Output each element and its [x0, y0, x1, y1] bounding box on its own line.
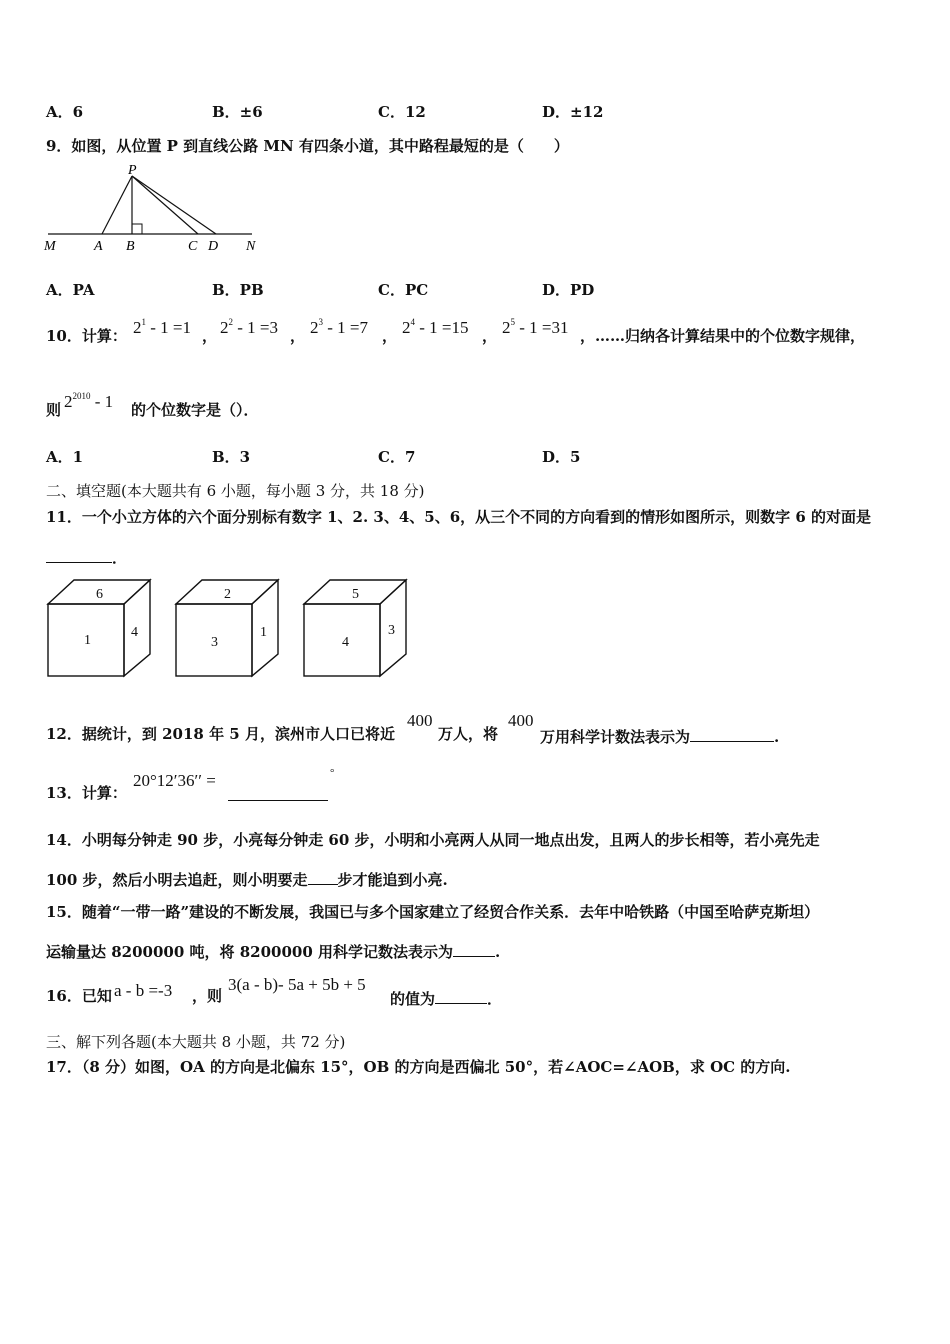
cube-1-top-label: 6 [96, 587, 103, 602]
q10-sep-4: ， [482, 327, 498, 345]
right-angle-mark [132, 224, 142, 234]
q10-sep-3: ， [382, 327, 398, 345]
path-pd [132, 176, 216, 234]
q10-expr-1: $2^1 - 1 =1$ [133, 317, 191, 337]
cube-2-side-label: 1 [260, 625, 267, 640]
q12-part1: 12．据统计，到 2018 年 5 月，滨州市人口已将近 [46, 725, 395, 743]
q16-prefix: 16．已知 [46, 987, 112, 1005]
cube-2-front-label: 3 [211, 635, 218, 650]
q10-expr-5: $2^5 - 1 =31$ [502, 317, 569, 337]
cube-1-side-label: 4 [131, 625, 138, 640]
section2-heading: 二、填空题(本大题共有 6 小题，每小题 3 分，共 18 分) [46, 482, 425, 500]
q12-number-2: 400 [508, 711, 534, 730]
q10-option-c: C．7 [378, 448, 416, 466]
q12-number-1: 400 [407, 711, 433, 730]
q10-expr-2: $2^2 - 1 =3$ [220, 317, 278, 337]
q10-expr-3: $2^3 - 1 =7$ [310, 317, 368, 337]
q9-option-b: B．PB [212, 281, 264, 299]
q13-expression: 20°12′36′′ = [133, 771, 216, 790]
q11-blank-line: ． [46, 548, 127, 566]
q15-line2: 运输量达 8200000 吨，将 8200000 用科学记数法表示为 . [46, 943, 501, 961]
q9-stem: 9．如图，从位置 P 到直线公路 MN 有四条小道，其中路程最短的是（ ） [46, 137, 569, 155]
q17-stem: 17．（8 分）如图，OA 的方向是北偏东 15°，OB 的方向是西偏北 50°，若∠AOC=∠AOB，求 OC 的方向. [46, 1058, 791, 1076]
q10-line2-prefix: 则 [46, 401, 62, 419]
path-pa [102, 176, 132, 234]
label-m: M [44, 239, 56, 254]
q8-option-c: C．12 [378, 103, 426, 121]
q13-degree-mark: ° [330, 767, 335, 779]
cube-3-top-label: 5 [352, 587, 359, 602]
q14-line1: 14．小明每分钟走 90 步，小亮每分钟走 60 步，小明和小亮两人从同一地点出发，且两人的步长相等，若小亮先走 [46, 831, 820, 849]
q10-line2-expr: $2^{2010} - 1$ [64, 391, 114, 411]
q12-part3: 万用科学计数法表示为 . [540, 728, 780, 746]
q11-stem: 11．一个小立方体的六个面分别标有数字 1、2. 3、4、5、6，从三个不同的方向看到的情形如图所示，则数字 6 的对面是 [46, 508, 872, 526]
cube-3-side-label: 3 [388, 623, 395, 638]
q16-condition: a - b =-3 [114, 981, 173, 1000]
q10-sep-1: ， [202, 327, 218, 345]
label-b: B [126, 239, 135, 254]
q9-option-a: A．PA [46, 281, 95, 299]
q9-option-c: C．PC [378, 281, 429, 299]
q10-prefix: 10．计算： [46, 327, 127, 345]
cube-3-front-label: 4 [342, 635, 349, 650]
q16-tail: 的值为 ． [390, 990, 503, 1008]
q13-blank [228, 786, 328, 804]
q14-line2: 100 步，然后小明去追赶，则小明要走 步才能追到小亮. [46, 871, 448, 889]
q13-prefix: 13．计算： [46, 784, 127, 802]
q10-option-b: B．3 [212, 448, 251, 466]
q10-sep-2: ， [290, 327, 306, 345]
q9-option-d: D．PD [542, 281, 595, 299]
label-p: P [128, 163, 137, 178]
label-n: N [246, 239, 256, 254]
q10-option-a: A．1 [46, 448, 84, 466]
q11-cubes-figure [40, 576, 430, 684]
q12-part2: 万人，将 [438, 725, 499, 743]
cube-2-top-label: 2 [224, 587, 231, 602]
q10-tail: ，……归纳各计算结果中的个位数字规律， [580, 327, 866, 345]
q16-expression: 3(a - b)- 5a + 5b + 5 [228, 975, 366, 994]
label-c: C [188, 239, 198, 254]
q10-expr-4: $2^4 - 1 =15$ [402, 317, 469, 337]
q15-line1: 15．随着“一带一路”建设的不断发展，我国已与多个国家建立了经贸合作关系．去年中哈铁路（中国至哈萨克斯坦） [46, 903, 820, 921]
label-d: D [208, 239, 219, 254]
label-a: A [94, 239, 103, 254]
q8-option-d: D．±12 [542, 103, 604, 121]
cube-1-front-label: 1 [84, 633, 91, 648]
q10-line2-tail: 的个位数字是（）． [131, 401, 259, 419]
q8-option-a: A．6 [46, 103, 84, 121]
q9-figure [40, 162, 270, 254]
section3-heading: 三、解下列各题(本大题共 8 小题，共 72 分) [46, 1033, 346, 1051]
q10-option-d: D．5 [542, 448, 581, 466]
q8-option-b: B．±6 [212, 103, 263, 121]
q16-mid: ，则 [192, 987, 223, 1005]
